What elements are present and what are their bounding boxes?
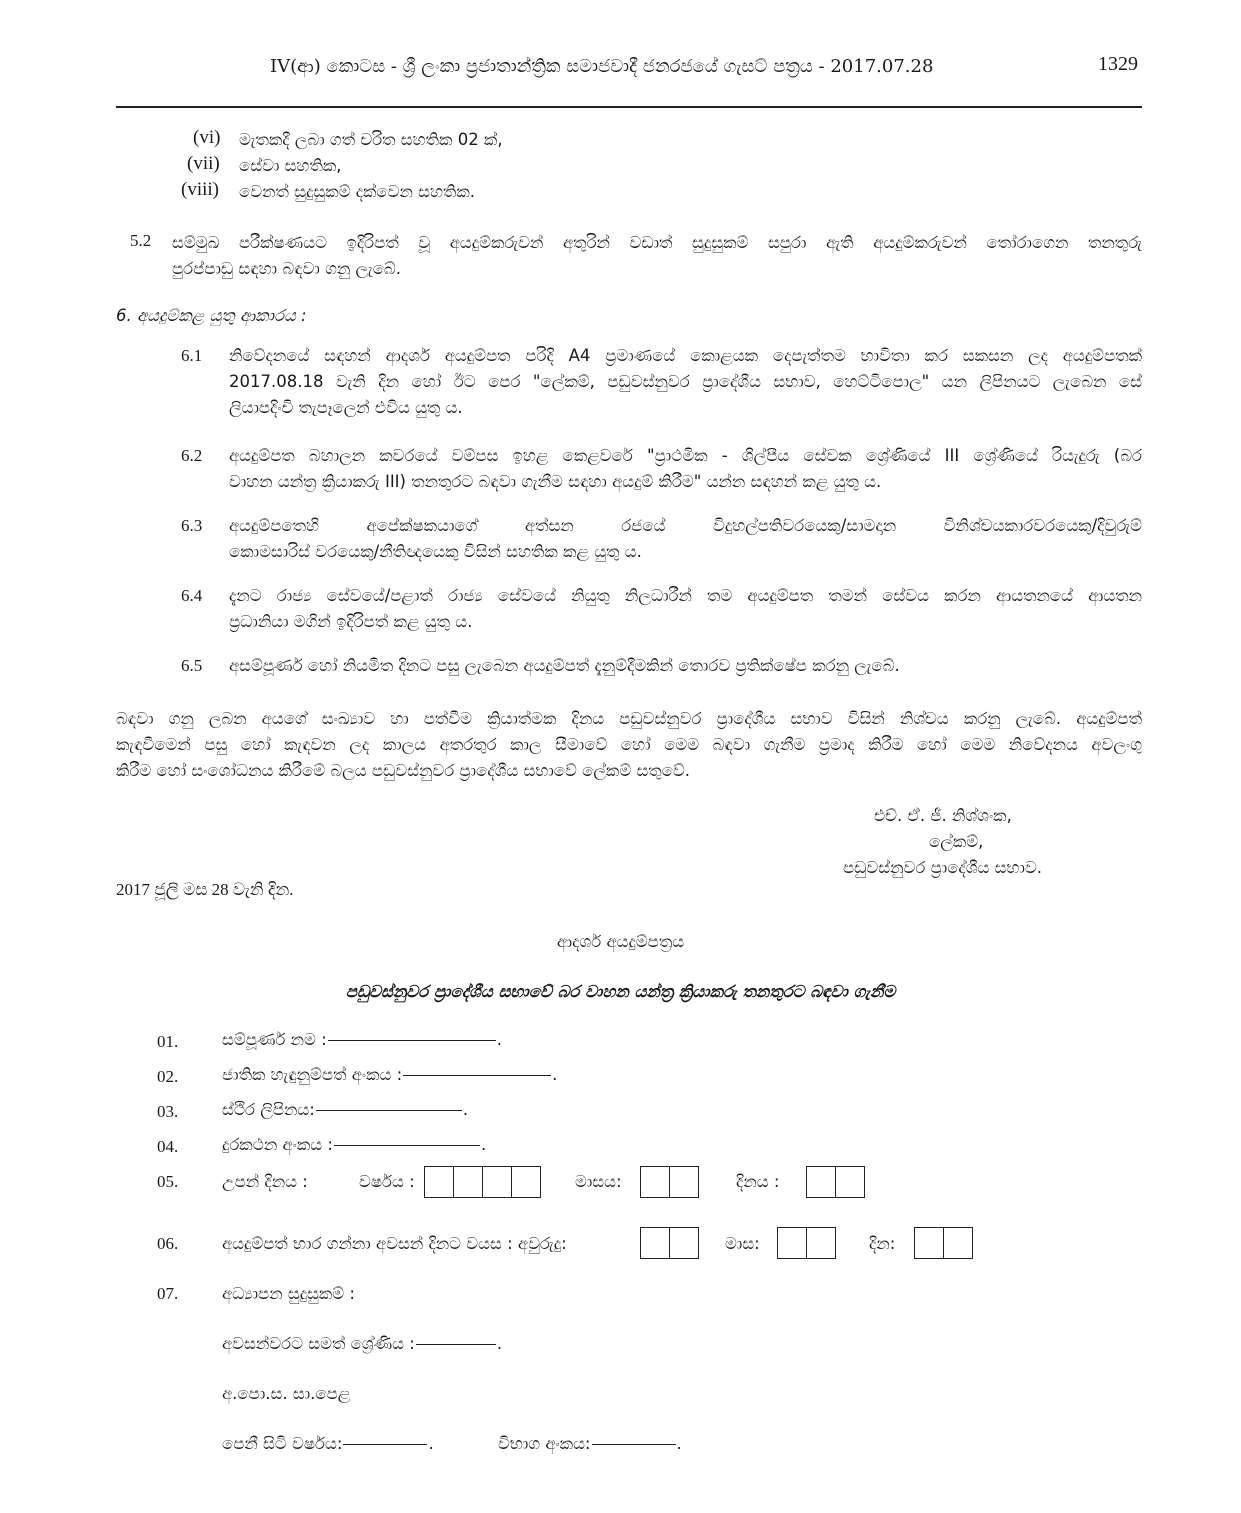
full-name-field: සම්පූර්ණ නම : . (222, 1030, 502, 1049)
item-number: 6.1 (181, 346, 203, 365)
address-blank[interactable] (316, 1110, 462, 1111)
age-day-label: දින: (869, 1234, 896, 1253)
paragraph-line: සම්මුඛ පරීක්ෂණයට ඉදිරිපත් වූ අයදුම්කරුවන් අතුරින් වඩාත් සුදුසුකම් සපුරා ඇති අයදුම්කරුවන් තෝරාගෙන තනතුරු (172, 233, 1142, 252)
field-label: දුරකථන අංකය : (222, 1135, 333, 1154)
ol-label: අ.පො.ස. සා.පෙළ (222, 1384, 351, 1403)
age-month-label: මාස: (725, 1234, 760, 1253)
dob-label: උපන් දිනය : (222, 1172, 308, 1191)
age-month-boxes[interactable] (777, 1227, 836, 1259)
index-number-blank[interactable] (592, 1444, 676, 1445)
dob-month-boxes[interactable] (640, 1166, 699, 1198)
item-6-3-text (229, 513, 1142, 565)
education-label: අධ්‍යාපන සුදුසුකම් : (222, 1284, 355, 1303)
field-number: 06. (157, 1234, 179, 1253)
section-number: 5.2 (130, 231, 152, 250)
paragraph-line: අයදුම්පතෙහි අපේක්ෂකයාගේ අත්සන රජයේ විදුහල්පතිවරයෙකු/සාමදාන විනිශ්චයකාරවරයෙකු/දිවුරුම් (229, 516, 1142, 535)
paragraph-line: ප්‍රධානියා මගින් ඉදිරිපත් කළ යුතු ය. (229, 612, 473, 631)
item-number: 6.5 (181, 656, 203, 675)
grade-field: අවසන්වරට සමත් ශ්‍රේණිය : . (222, 1334, 503, 1353)
dob-year-boxes[interactable] (424, 1166, 541, 1198)
address-field: ස්ථිර ලිපිනය: . (222, 1100, 469, 1119)
full-name-blank[interactable] (328, 1040, 496, 1041)
field-number: 02. (157, 1067, 179, 1086)
list-item-text: මැතකදී ලබා ගත් චරිත සහතික 02 ක්, (239, 130, 503, 149)
date-line: 2017 ජූලි මස 28 වැනි දින. (116, 880, 294, 899)
paragraph-line: වාහන යන්ත්‍ර ක්‍රියාකරු III) තනතුරට බඳවා ගැනීම සඳහා අයදුම් කිරීම" යන්න සඳහන් කළ යුතු ය. (229, 472, 882, 491)
item-6-2-text (229, 443, 1142, 495)
header-rule (116, 106, 1142, 108)
field-number: 01. (157, 1032, 179, 1051)
signatory-office: පඩුවස්නුවර ප්‍රාදේශීය සභාව. (843, 858, 1043, 877)
paragraph-line: කොමසාරිස් වරයෙකු/නීතිඥයෙකු විසින් සහතික කළ යුතු ය. (229, 542, 642, 561)
paragraph-line: කැඳවීමෙන් පසු හෝ කැඳවන ලද කාලය අතරතුර කාල සීමාවේ හෝ මෙම බඳවා ගැනීම ප්‍රමාද කිරීම හෝ මෙම නිවේදනය අවලංගු (116, 735, 1142, 754)
paragraph-line: කිරීම හෝ සංශෝධනය කිරීමේ බලය පඩුවස්නුවර ප්‍රාදේශීය සභාවේ ලේකම් සතුවේ. (116, 761, 691, 780)
dob-year-label: වර්ෂය : (359, 1172, 415, 1191)
closing-paragraph (116, 706, 1142, 784)
page-number: 1329 (1098, 53, 1138, 75)
list-item-text: වෙනත් සුදුසුකම් දක්වෙන සහතික. (239, 182, 476, 201)
field-number: 07. (157, 1284, 179, 1303)
list-item-text: සේවා සහතික, (239, 156, 342, 175)
list-item-num: (vi) (193, 127, 221, 148)
item-number: 6.3 (181, 516, 203, 535)
form-subtitle: පඩුවස්නුවර ප්‍රාදේශීය සභාවේ බර වාහන යන්ත්‍ර ක්‍රියාකරු තනතුරට බඳවා ගැනීම (345, 982, 896, 1001)
field-label: අවසන්වරට සමත් ශ්‍රේණිය : (222, 1334, 415, 1353)
index-number-field: විභාග අංකය: . (498, 1434, 682, 1453)
field-label: විභාග අංකය: (498, 1434, 591, 1453)
section-5-2-text (172, 230, 1142, 282)
field-label: ස්ථිර ලිපිනය: (222, 1100, 315, 1119)
signatory-name: එච්. ඒ. ජී. නිශ්ශංක, (874, 806, 1012, 825)
paragraph-line: නිවේදනයේ සඳහන් ආදර්ශ අයදුම්පත පරිදි A4 ප්‍රමාණයේ කොළයක දෙපැත්තම භාවිතා කර සකසන ලද අයදුම්පතක් (229, 346, 1142, 365)
paragraph-line: දැනට රාජ්‍ය සේවයේ/පළාත් රාජ්‍ය සේවයේ නියුතු නිලධාරීන් තම අයදුම්පත තමන් සේවය කරන ආයතනයේ ආයතන (229, 586, 1142, 605)
exam-year-blank[interactable] (343, 1444, 427, 1445)
paragraph-line: පුරප්පාඩු සඳහා බඳවා ගනු ලැබේ. (172, 259, 401, 278)
paragraph-line: 2017.08.18 වැනි දින හෝ ඊට පෙර "ලේකම්, පඩුවස්නුවර ප්‍රාදේශීය සභාව, හෙට්ටිපොල" යන ලිපිනයට ලැබෙන සේ (229, 372, 1142, 391)
phone-blank[interactable] (334, 1145, 480, 1146)
dob-month-label: මාසය: (575, 1172, 622, 1191)
field-label: ජාතික හැඳුනුම්පත් අංකය : (222, 1065, 403, 1084)
item-number: 6.2 (181, 446, 203, 465)
section-6-heading: 6. අයදුම්කළ යුතු ආකාරය : (116, 306, 307, 325)
paragraph-line: ලියාපදිංචි තැපෑලෙන් එවිය යුතු ය. (229, 398, 463, 417)
item-6-4-text (229, 583, 1142, 635)
field-number: 05. (157, 1172, 179, 1191)
age-year-boxes[interactable] (640, 1227, 699, 1259)
field-number: 03. (157, 1102, 179, 1121)
phone-field: දුරකථන අංකය : . (222, 1135, 487, 1154)
paragraph-line: බඳවා ගනු ලබන අයගේ සංඛ්‍යාව හා පත්වීම ක්‍රියාත්මක දිනය පඩුවස්නුවර ප්‍රාදේශීය සභාව විසින් නිශ්චය කරනු ලැබේ. අයදුම්පත් (116, 709, 1142, 728)
age-label: අයදුම්පත් භාර ගන්නා අවසන් දිනට වයස : අවුරුදු: (222, 1234, 567, 1253)
dob-day-boxes[interactable] (806, 1166, 865, 1198)
grade-blank[interactable] (416, 1344, 496, 1345)
form-title: ආදර්ශ අයදුම්පත්‍රය (556, 932, 685, 951)
header-title: IV(ආ) කොටස - ශ්‍රී ලංකා ප්‍රජාතාන්ත්‍රික සමාජවාදී ජනරජයේ ගැසට් පත්‍රය - 2017.07.28 (270, 56, 934, 77)
list-item-num: (vii) (187, 153, 220, 174)
nic-field: ජාතික හැඳුනුම්පත් අංකය : . (222, 1065, 558, 1084)
nic-blank[interactable] (403, 1075, 551, 1076)
field-label: සම්පූර්ණ නම : (222, 1030, 327, 1049)
exam-year-field: පෙනී සිටි වර්ෂය: . (222, 1434, 434, 1453)
list-item-num: (viii) (181, 179, 219, 200)
dob-day-label: දිනය : (736, 1172, 780, 1191)
item-6-5-text: අසම්පූර්ණ හෝ නියමිත දිනට පසු ලැබෙන අයදුම්පත් දැනුම්දීමකින් තොරව ප්‍රතික්ෂේප කරනු ලැබේ. (229, 656, 900, 675)
signatory-title: ලේකම්, (929, 832, 984, 851)
field-label: පෙනී සිටි වර්ෂය: (222, 1434, 343, 1453)
item-number: 6.4 (181, 586, 203, 605)
item-6-1-text (229, 343, 1142, 421)
age-day-boxes[interactable] (914, 1227, 973, 1259)
field-number: 04. (157, 1137, 179, 1156)
paragraph-line: අයදුම්පත බහාලන කවරයේ වම්පස ඉහළ කෙළවරේ "ප්‍රාථමික - ශිල්පීය සේවක ශ්‍රේණියේ III ශ්‍රේණියේ රියැදුරු (බර (229, 446, 1142, 465)
